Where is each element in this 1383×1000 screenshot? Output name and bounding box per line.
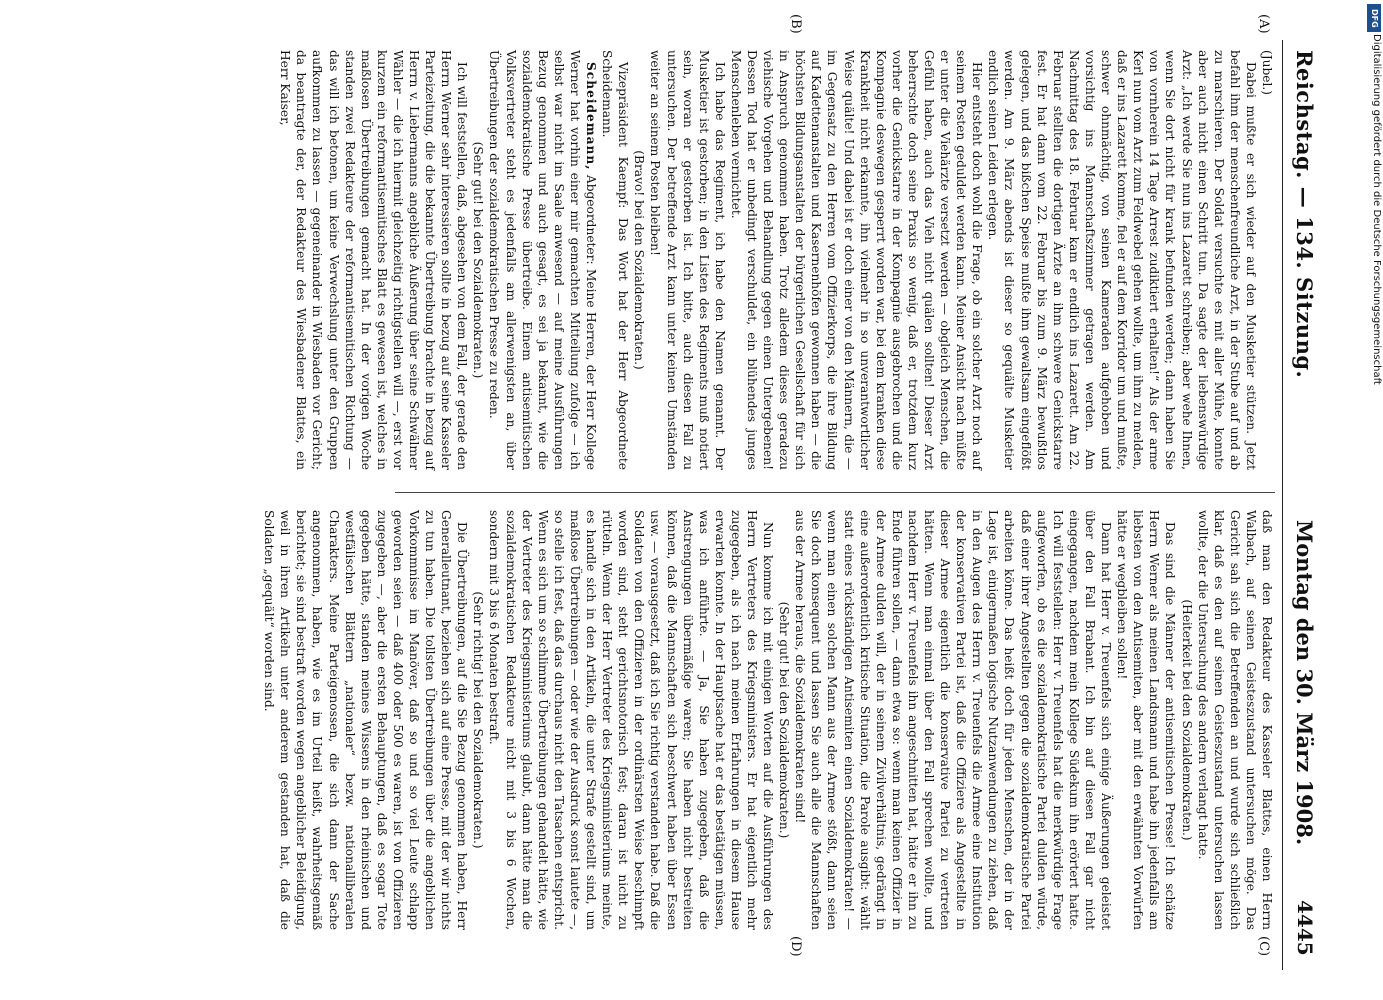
- right-column: [261, 510, 1275, 930]
- rotated-scan-page: [53, 14, 1323, 970]
- left-para-5: (Bravo! bei den Sozialdemokraten.): [632, 150, 647, 370]
- right-para-4: Dann hat Herr v. Treuenfels sich einige Äußerungen geleistet über den Fall Brabant. Ich bin auf diesen Fall gar nicht eingegangen, nachdem mein Kollege Südekum ihn erörtert hatte. Ich will feststellen: Herr v. Treuenfels hat die merkwürdige Frage aufgeworfen, ob es die sozialdemokratische Partei dulden würde, daß einer ihrer Angestellten gegen die sozialdemokratische Partei arbeiten könne. Das heißt doch für jeden Menschen, der in der Lage ist, einigermaßen logische Nutzanwendungen zu ziehen, daß in den Augen des Herrn v. Treuenfels die Armee eine Institution der konservativen Partei ist, daß die Offiziere als Angestellte in dieser Armee eigentlich die konservative Partei zu vertreten hätten. Wenn man einmal über den Fall sprechen wollte, und nachdem Herr v. Treuenfels ihn angeschnitten hat, hätte er ihn zu Ende führen sollen, — dann etwa so: wenn man keinen Offizier in der Armee dulden will, der in seinem Zivilverhältnis, gedrängt in eine außerordentlich kritische Situation, die Parole ausgibt: wählt statt eines rückständigen Antisemiten einen Sozialdemokraten! — wenn man einen solchen Mann aus der Armee stößt, dann seien Sie doch konsequent und lassen Sie auch alle die Mannschaften aus der Armee heraus, die Sozialdemokraten sind!: [793, 510, 1114, 930]
- left-para-8: (Sehr gut! bei den Sozialdemokraten.): [471, 141, 486, 379]
- margin-marker-d: (D): [788, 936, 803, 957]
- page-header: [1282, 40, 1323, 970]
- header-session: Reichstag. — 134. Sitzung.: [1292, 50, 1317, 379]
- credit-text: Digitalisierung gefördert durch die Deutsche Forschungsgemeinschaft: [1371, 34, 1382, 385]
- right-para-6: Nun komme ich mit einigen Worten auf die Ausführungen des Herrn Vertreters des Kriegsministers. Er hat eigentlich mehr zugegeben, als ich nach meinen Erfahrungen in diesem Hause erwarten konnte. In der Hauptsache hat er das bestätigen müssen, was ich anführte. — Ja, Sie haben zugegeben, daß die Anstrengungen übermäßige waren; Sie haben nicht bestreiten können, daß die Mannschaften sich beschwert haben über Essen usw. — vorausgesetzt, daß ich Sie richtig verstanden habe. Daß die Soldaten von den Offizieren in der ordinärsten Weise beschimpft worden sind, steht gerichtsnotorisch fest; daran ist nicht zu rütteln. Wenn der Herr Vertreter des Kriegsministeriums meinte, es handle sich in den Artikeln, die unter Strafe gestellt sind, um maßlose Übertreibungen — oder wie der Ausdruck sonst lautete —, so stelle ich fest, daß das durchaus nicht den Tatsachen entspricht. Wenn es sich um so schlimme Übertreibungen gehandelt hätte, wie der Vertreter des Kriegsministeriums glaubt, dann hätte man die sozialdemokratischen Redakteure nicht mit 3 bis 6 Wochen, sondern mit 3 bis 6 Monaten bestraft.: [487, 510, 776, 930]
- margin-marker-b: (B): [788, 14, 803, 34]
- right-para-5: (Sehr gut! bei den Sozialdemokraten.): [777, 601, 792, 839]
- left-para-7-text: Abgeordneter: Meine Herren, der Herr Kollege Werner hat vorhin einer mir gemachten Mitteilung zufolge — ich selbst war nicht im Saale anwesend — auf meine Ausführungen Bezug genommen und auch gesagt, es sei ja bekannt, wie die sozialdemokratische Presse übertreibe. Einem antisemitischen Volksvertreter steht es jedenfalls am allerwenigsten an, über Übertreibungen der sozialdemokratischen Presse zu reden.: [487, 50, 599, 470]
- left-para-4: Ich habe das Regiment, ich habe den Namen genannt. Der Musketier ist gestorben; in den Listen des Regiments muß notiert sein, woran er gestorben ist. Ich bitte, auch diesen Fall zu untersuchen. Der betreffende Arzt kann unter keinen Umständen weiter an seinem Posten bleiben!: [648, 50, 727, 470]
- dfg-logo: DFG: [1367, 4, 1381, 32]
- right-para-8: Die Übertreibungen, auf die Sie Bezug genommen haben, Herr Generalleutnant, beziehen sich auf eine Presse, mit der wir nichts zu tun haben. Die tollsten Übertreibungen über die angeblichen Vorkommnisse im Manöver, daß so und so viel Leute schlapp geworden seien — daß 400 oder 500 es waren, ist von Offizieren zugegeben —, aber die ersten Behauptungen, daß es sogar Tote gegeben hätte, standen meines Wissens in den rheinischen und westfälischen Blättern „nationaler“ bezw. nationalliberalen Charakters. Meine Parteigenossen, die sich dann der Sache angenommen, haben, wie es im Urteil heißt, wahrheitsgemäß berichtet; sie sind bestraft worden wegen angeblicher Beleidigung, weil in ihren Artikeln unter anderem gestanden hat, daß die Soldaten „gequält“ worden sind.: [262, 510, 470, 930]
- page-number: 4445: [1293, 900, 1317, 956]
- right-para-3: Das sind die Männer der antisemitischen Presse! Ich schätze Herrn Werner als meinen Landsmann und habe ihn jedenfalls am liebsten von den Antisemiten, aber mit den erwähnten Vorwürfen hätte er wegbleiben sollen!: [1115, 510, 1178, 930]
- left-para-9: Ich will feststellen, daß, abgesehen von dem Fall, der gerade den Herrn Werner sehr interessieren sollte in bezug auf seine Kasseler Parteizeitung, die die bekannte Übertreibung brachte in bezug auf Herrn v. Liebermanns angebliche Äußerung über seine Schwälmer Wähler — die ich hiermit gleichzeitig richtigstellen will —, erst vor kurzem ein reformantisemitisches Blatt es gewesen ist, welches in maßlosen Übertreibungen gemacht hat. In der vorigen Woche standen zwei Redakteure der reformantisemitischen Richtung — das will ich betonen, um keine Verwechslung unter den Gruppen aufkommen zu lassen — gegeneinander in Wiesbaden vor Gericht; da beantragte der, der Redakteur des Wiesbadener Blattes, ein Herr Kaiser,: [278, 50, 470, 470]
- margin-marker-c: (C): [1256, 936, 1271, 957]
- speaker-name: Scheidemann,: [584, 62, 599, 171]
- column-divider: [395, 492, 1275, 493]
- digitization-credit: [1368, 34, 1382, 994]
- left-para-2: Dabei mußte er sich wieder auf den Musketier stützen. Jetzt befahl ihm der menschenfreundliche Arzt, in der Stube auf und ab zu marschieren. Der Soldat versuchte es mit aller Mühe, konnte aber auch nicht einen Schritt tun. Da sagte der liebenswürdige Arzt: „Ich werde Sie nun ins Lazarett schreiben; aber wehe Ihnen, wenn Sie dort nicht für krank befunden werden; dann haben Sie von vornherein 14 Tage Arrest zudiktiert erhalten!“ Als der arme Kerl nun vom Arzt zum Feldwebel gehen wollte, um ihm zu melden, daß er ins Lazarett komme, fiel er auf dem Korridor um und mußte, schwer ohnmächtig, von seinen Kameraden aufgehoben und vorsichtig ins Mannschaftszimmer getragen werden. Am Nachmittag des 18. Februar kam er endlich ins Lazarett. Am 22. Februar stellten die dortigen Ärzte an ihm schwere Genickstarre fest. Er hat dann vom 22. Februar bis zum 9. März bewußtlos gelegen, und das bißchen Speise mußte ihm gewaltsam eingeflößt werden. Am 9. März abends ist dieser so gequälte Musketier endlich seinen Leiden erlegen.: [986, 50, 1258, 470]
- left-column: [277, 50, 1275, 470]
- left-para-3: Hier entsteht doch wohl die Frage, ob ein solcher Arzt noch auf seinem Posten geduldet werden kann. Meiner Ansicht nach müßte er unter die Viehärzte versetzt werden — obgleich Menschen, die Gefühl haben, auch das Vieh nicht quälen sollten! Dieser Arzt beherrschte doch seine Praxis so wenig, daß er, trotzdem kurz vorher die Genickstarre in der Kompagnie ausgebrochen und die Kompagnie deswegen gesperrt worden war, bei dem kranken diese Krankheit nicht erkannte, ihn vielmehr in so unverantwortlicher Weise quälte! Und dabei ist er doch einer von den Männern, die — im Gegensatz zu den Herren vom Offizierkorps, die ihre Bildung auf Kadettenanstalten und Kasernenhöfen gewonnen haben — die höchsten Bildungsanstalten der bürgerlichen Gesellschaft für sich in Anspruch genommen haben. Trotz alledem dieses geradezu viehische Vorgehen und Behandlung gegen einen Untergebenen! Dessen Tod hat er unbedingt verschuldet, ein blühendes junges Menschenleben vernichtet.: [728, 50, 985, 470]
- left-para-1: (Jubel.): [1260, 50, 1274, 96]
- right-para-1: daß man den Redakteur des Kasseler Blattes, einen Herrn Walbach, auf seinen Geisteszustand untersuchen möge. Das Gericht sah sich die Betreffenden an und wurde sich schließlich klar, daß es den auf seinen Geisteszustand untersuchen lassen wollte, der die Untersuchung des andern verlangt hatte.: [1195, 510, 1274, 930]
- right-para-7: (Sehr richtig! bei den Sozialdemokraten.): [471, 591, 486, 849]
- left-para-6: Vizepräsident Kaempf: Das Wort hat der Herr Abgeordnete Scheidemann.: [600, 50, 631, 470]
- right-para-2: (Heiterkeit bei den Sozialdemokraten.): [1179, 599, 1194, 841]
- margin-marker-a: (A): [1256, 14, 1271, 34]
- header-date: Montag den 30. März 1908.: [1292, 520, 1317, 846]
- left-para-7: [486, 50, 599, 470]
